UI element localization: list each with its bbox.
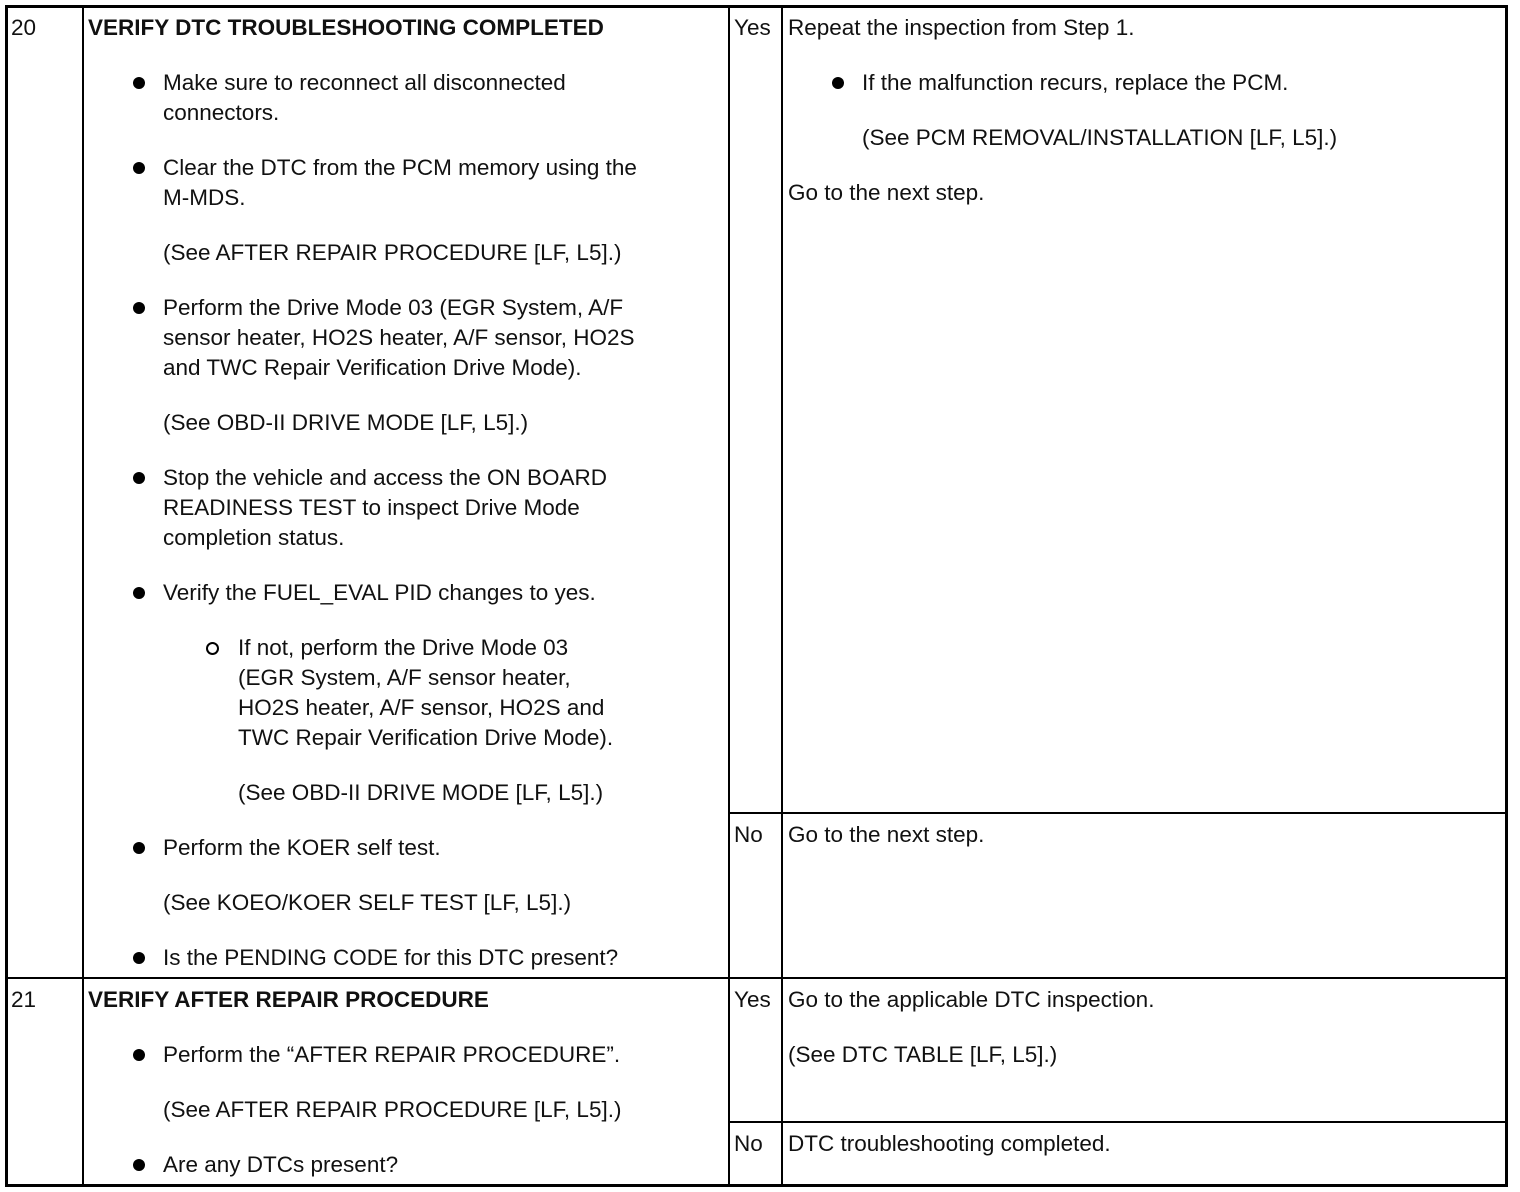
- reference-link[interactable]: (See DTC TABLE [LF, L5].): [788, 1042, 1058, 1067]
- action-line: Stop the vehicle and access the ON BOARD: [163, 465, 607, 490]
- action-line: Are any DTCs present?: [163, 1152, 399, 1177]
- reference-link[interactable]: (See KOEO/KOER SELF TEST [LF, L5].): [163, 890, 572, 915]
- step-number: 20: [11, 15, 37, 40]
- reference-link[interactable]: (See OBD-II DRIVE MODE [LF, L5].): [163, 410, 529, 435]
- action-line: READINESS TEST to inspect Drive Mode: [163, 495, 580, 520]
- no-label: No: [734, 1131, 763, 1156]
- table-border-left: [5, 5, 8, 1187]
- sub-action-line: HO2S heater, A/F sensor, HO2S and: [238, 695, 605, 720]
- bullet-icon: [133, 472, 145, 484]
- no-result-text: DTC troubleshooting completed.: [788, 1131, 1111, 1156]
- action-line: connectors.: [163, 100, 280, 125]
- col-divider-answer: [781, 5, 783, 1187]
- reference-link[interactable]: (See PCM REMOVAL/INSTALLATION [LF, L5].): [862, 125, 1338, 150]
- sub-action-line: If not, perform the Drive Mode 03: [238, 635, 569, 660]
- action-line: Perform the KOER self test.: [163, 835, 441, 860]
- no-label: No: [734, 822, 763, 847]
- yes-result-bullet: If the malfunction recurs, replace the PCM.: [862, 70, 1289, 95]
- table-border-bottom: [5, 1184, 1508, 1187]
- row20-yes-no-divider: [728, 812, 1508, 814]
- yes-result-text: Repeat the inspection from Step 1.: [788, 15, 1135, 40]
- sub-action-line: (EGR System, A/F sensor heater,: [238, 665, 571, 690]
- action-line: Is the PENDING CODE for this DTC present?: [163, 945, 619, 970]
- step-number: 21: [11, 987, 37, 1012]
- yes-label: Yes: [734, 987, 771, 1012]
- sub-action-line: TWC Repair Verification Drive Mode).: [238, 725, 614, 750]
- bullet-icon: [133, 842, 145, 854]
- bullet-icon: [133, 952, 145, 964]
- no-result-text: Go to the next step.: [788, 822, 985, 847]
- bullet-icon: [133, 587, 145, 599]
- action-line: Make sure to reconnect all disconnected: [163, 70, 566, 95]
- step-title: VERIFY DTC TROUBLESHOOTING COMPLETED: [88, 15, 604, 40]
- bullet-icon: [832, 77, 844, 89]
- bullet-icon: [133, 302, 145, 314]
- action-line: sensor heater, HO2S heater, A/F sensor, HO2S: [163, 325, 635, 350]
- action-line: Perform the “AFTER REPAIR PROCEDURE”.: [163, 1042, 621, 1067]
- bullet-icon: [133, 162, 145, 174]
- col-divider-step: [82, 5, 84, 1187]
- yes-result-text: Go to the applicable DTC inspection.: [788, 987, 1155, 1012]
- action-line: Perform the Drive Mode 03 (EGR System, A/F: [163, 295, 624, 320]
- table-border-top: [5, 5, 1508, 8]
- bullet-icon: [133, 1049, 145, 1061]
- reference-link[interactable]: (See AFTER REPAIR PROCEDURE [LF, L5].): [163, 1097, 622, 1122]
- yes-label: Yes: [734, 15, 771, 40]
- row21-yes-no-divider: [728, 1121, 1508, 1123]
- yes-result-next: Go to the next step.: [788, 180, 985, 205]
- sub-bullet-icon: [206, 642, 219, 655]
- table-border-right: [1505, 5, 1508, 1187]
- row-divider-20-21: [5, 977, 1508, 979]
- col-divider-action: [728, 5, 730, 1187]
- action-line: Clear the DTC from the PCM memory using the: [163, 155, 637, 180]
- action-line: M-MDS.: [163, 185, 246, 210]
- reference-link[interactable]: (See AFTER REPAIR PROCEDURE [LF, L5].): [163, 240, 622, 265]
- step-title: VERIFY AFTER REPAIR PROCEDURE: [88, 987, 489, 1012]
- action-line: completion status.: [163, 525, 345, 550]
- action-line: and TWC Repair Verification Drive Mode).: [163, 355, 582, 380]
- bullet-icon: [133, 1159, 145, 1171]
- reference-link[interactable]: (See OBD-II DRIVE MODE [LF, L5].): [238, 780, 604, 805]
- action-line: Verify the FUEL_EVAL PID changes to yes.: [163, 580, 596, 605]
- bullet-icon: [133, 77, 145, 89]
